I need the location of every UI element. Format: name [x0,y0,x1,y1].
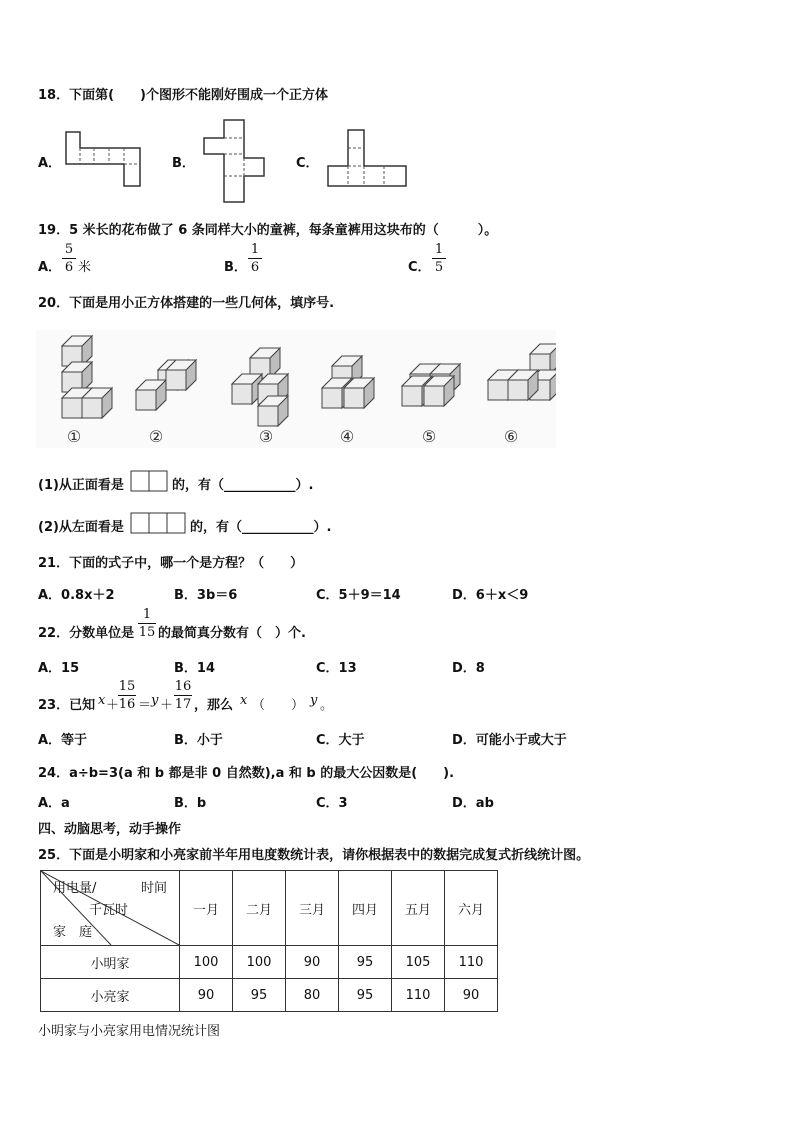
front-view-two-squares [130,470,170,492]
table-cell: 110 [392,979,445,1012]
q23-end: 。 [320,698,334,713]
q22-option-c: C．13 [316,661,357,676]
q20-sub1-suffix: 的，有（___________）. [172,478,314,493]
figure-label-5: ⑤ [421,427,437,446]
figure-label-4: ④ [339,427,355,446]
header-usage-label: 用电量/ [53,881,97,896]
q18-stem: 18．下面第( )个图形不能刚好围成一个正方体 [38,88,328,103]
q23-option-a: A．等于 [38,733,88,748]
q19-option-a-fraction [62,242,76,275]
figure-label-2: ② [148,427,164,446]
q23-blank: （ ） [252,698,305,713]
q21-option-b: B．3b＝6 [174,588,238,603]
electricity-usage-table [40,870,498,1012]
q23-var-x2: x [240,693,248,708]
left-view-three-squares [130,512,188,534]
table-cell: 105 [392,946,445,979]
q19-option-a-label: A． [38,260,62,275]
fraction-denominator: 16 [118,697,136,712]
fraction-denominator: 17 [174,697,192,712]
q23-equals: ＝ [138,698,152,713]
figure-label-3: ③ [258,427,274,446]
net-figure-a [64,130,144,188]
q18-option-b: B． [172,156,195,171]
fraction-numerator: 16 [174,679,192,694]
q20-sub1-prefix: (1)从正面看是 [38,478,124,493]
q21-option-c: C．5＋9＝14 [316,588,401,603]
q23-plus-2: ＋ [160,698,174,713]
header-time-label: 时间 [141,881,168,896]
q23-var-y: y [151,693,159,708]
table-cell: 90 [286,946,339,979]
q24-option-c: C．3 [316,796,348,811]
fraction-numerator: 1 [142,607,152,622]
q24-stem: 24．a÷b=3(a 和 b 都是非 0 自然数),a 和 b 的最大公因数是( ). [38,766,455,781]
net-figure-c [326,128,408,190]
q23-option-b: B．小于 [174,733,223,748]
q23-fraction-1 [118,679,136,712]
section-heading: 四、动脑思考，动手操作 [38,822,182,837]
q23-plus-1: ＋ [106,698,120,713]
fraction-numerator: 15 [118,679,136,694]
month-header: 一月 [180,871,233,946]
fraction-denominator: 6 [64,260,74,275]
q19-option-b-fraction [248,242,262,275]
q22-stem-prefix: 22．分数单位是 [38,626,135,641]
q20-stem: 20．下面是用小正方体搭建的一些几何体，填序号. [38,296,335,311]
q23-mid-text: ，那么 [194,698,234,713]
figure-label-1: ① [66,427,82,446]
q19-option-c-fraction [432,242,446,275]
header-home-label: 家 庭 [53,925,93,940]
table-cell: 90 [180,979,233,1012]
fraction-denominator: 6 [250,260,260,275]
fraction-numerator: 1 [434,242,444,257]
q23-stem-prefix: 23．已知 [38,698,96,713]
q23-var-y2: y [310,693,318,708]
q22-option-a: A．15 [38,661,80,676]
cube-figures-image [36,330,556,448]
q20-sub2-prefix: (2)从左面看是 [38,520,124,535]
table-cell: 95 [339,979,392,1012]
q24-option-a: A．a [38,796,70,811]
q19-stem: 19．5 米长的花布做了 6 条同样大小的童裤，每条童裤用这块布的（ ）。 [38,223,498,238]
month-header: 六月 [445,871,498,946]
q22-stem-suffix: 的最简真分数有（ ）个. [158,626,306,641]
row-label: 小明家 [41,946,180,979]
table-row [41,946,498,979]
header-unit-label: 千瓦时 [89,903,129,918]
row-label: 小亮家 [41,979,180,1012]
table-cell: 95 [233,979,286,1012]
q21-option-d: D．6＋x＜9 [452,588,529,603]
table-cell: 100 [180,946,233,979]
q23-option-c: C．大于 [316,733,365,748]
chart-caption: 小明家与小亮家用电情况统计图 [38,1024,221,1039]
q23-option-d: D．可能小于或大于 [452,733,567,748]
fraction-numerator: 1 [250,242,260,257]
q21-option-a: A．0.8x＋2 [38,588,115,603]
table-cell: 90 [445,979,498,1012]
header-diagonal-cell [41,871,180,946]
q19-option-a-unit: 米 [78,260,92,275]
net-figure-b [202,118,268,204]
fraction-denominator: 15 [138,625,156,640]
q22-option-d: D．8 [452,661,485,676]
fraction-numerator: 5 [64,242,74,257]
table-cell: 100 [233,946,286,979]
month-header: 三月 [286,871,339,946]
table-header-row [41,871,498,946]
fraction-denominator: 5 [434,260,444,275]
table-cell: 80 [286,979,339,1012]
q24-option-b: B．b [174,796,207,811]
q18-option-a: A． [38,156,62,171]
q19-option-c-label: C． [408,260,431,275]
q23-fraction-2 [174,679,192,712]
table-cell: 95 [339,946,392,979]
month-header: 五月 [392,871,445,946]
table-row [41,979,498,1012]
q22-fraction [138,607,156,640]
month-header: 四月 [339,871,392,946]
month-header: 二月 [233,871,286,946]
q21-stem: 21．下面的式子中，哪一个是方程？（ ） [38,556,304,571]
q23-var-x: x [98,693,106,708]
q25-stem: 25．下面是小明家和小亮家前半年用电度数统计表，请你根据表中的数据完成复式折线统计图。 [38,848,590,863]
q19-option-b-label: B． [224,260,247,275]
figure-label-6: ⑥ [503,427,519,446]
table-cell: 110 [445,946,498,979]
q18-option-c: C． [296,156,319,171]
q20-sub2-suffix: 的，有（___________）. [190,520,332,535]
q24-option-d: D．ab [452,796,494,811]
q22-option-b: B．14 [174,661,215,676]
